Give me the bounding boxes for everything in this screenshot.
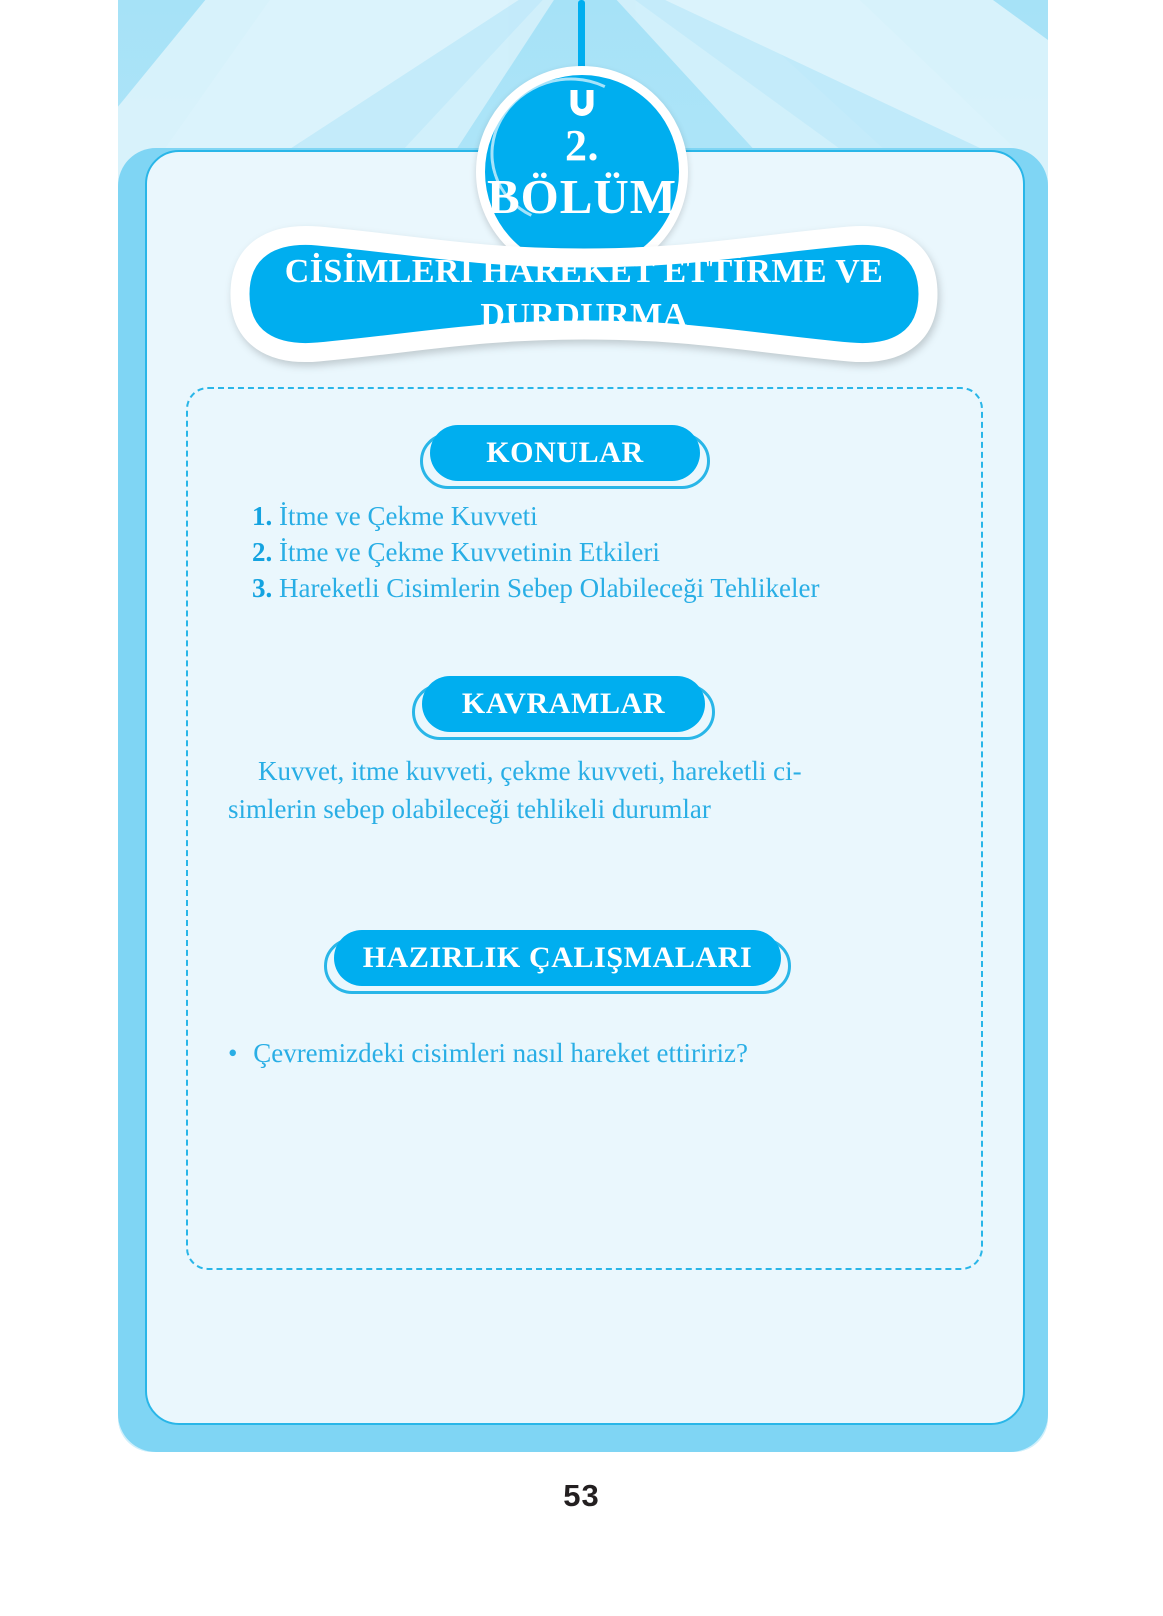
bullet-icon: • (228, 1038, 238, 1068)
section-heading-topics-label: KONULAR (430, 425, 700, 481)
list-item-number: 3. (252, 573, 273, 603)
chapter-title-ribbon (226, 224, 942, 364)
concepts-line-1: Kuvvet, itme kuvveti, çekme kuvveti, hareketli ci- (258, 756, 802, 786)
badge-hanger-hole-icon (571, 90, 594, 116)
list-item (228, 1034, 950, 1072)
chapter-title-text: CİSİMLERİ HAREKET ETTİRME VE DURDURMA (284, 253, 884, 334)
section-heading-concepts (422, 676, 705, 732)
preparation-questions-list (228, 1034, 950, 1072)
list-item (252, 534, 962, 570)
chapter-label: BÖLÜM (486, 169, 678, 224)
chapter-number: 2. (565, 121, 599, 170)
section-heading-topics (430, 425, 700, 481)
page-number: 53 (563, 1478, 600, 1513)
section-heading-preparation-label: HAZIRLIK ÇALIŞMALARI (334, 930, 781, 986)
topics-list (252, 498, 962, 606)
list-item-number: 1. (252, 501, 273, 531)
list-item-number: 2. (252, 537, 273, 567)
concepts-line-2: simlerin sebep olabileceği tehlikeli durumlar (228, 794, 711, 824)
list-item-label: Çevremizdeki cisimleri nasıl hareket ettiririz? (253, 1038, 748, 1068)
concepts-paragraph (228, 752, 950, 828)
list-item-label: Hareketli Cisimlerin Sebep Olabileceği Tehlikeler (279, 573, 820, 603)
list-item-label: İtme ve Çekme Kuvveti (279, 501, 538, 531)
section-heading-preparation (334, 930, 781, 986)
list-item (252, 498, 962, 534)
list-item (252, 570, 962, 606)
section-heading-concepts-label: KAVRAMLAR (422, 676, 705, 732)
list-item-label: İtme ve Çekme Kuvvetinin Etkileri (279, 537, 660, 567)
